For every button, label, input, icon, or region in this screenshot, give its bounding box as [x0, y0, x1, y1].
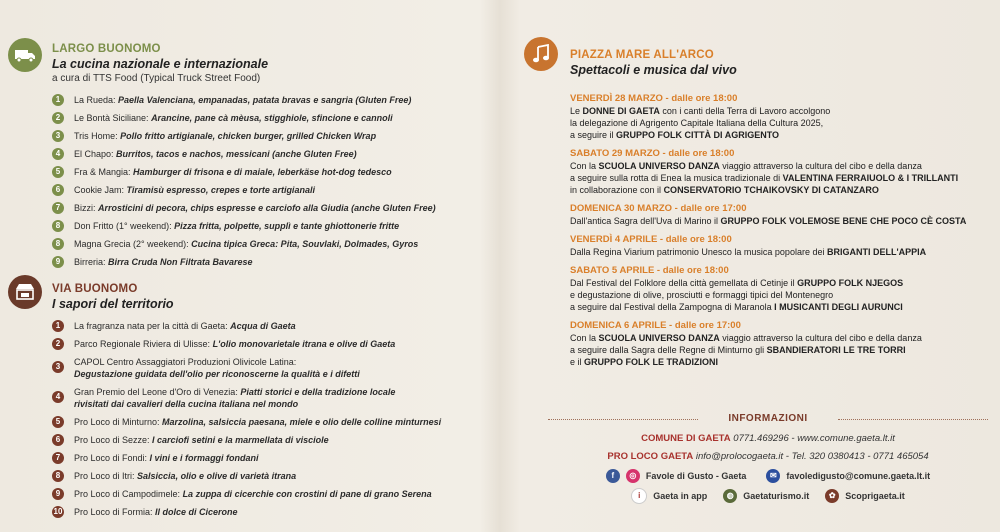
item-desc: Piatti storici e della tradizione locale	[240, 387, 396, 397]
list-item	[52, 353, 441, 383]
event-text: Con la	[570, 161, 599, 171]
event-text: a seguire dalla Sagra delle Regne di Minturno gli	[570, 345, 767, 355]
list-item	[52, 181, 436, 199]
item-name: Gran Premio del Leone d'Oro di Venezia:	[74, 387, 241, 397]
list-item	[52, 413, 441, 431]
list-item	[52, 335, 441, 353]
item-name: Tris Home:	[74, 131, 121, 141]
mail-icon: ✉	[766, 469, 780, 483]
event-line	[570, 172, 990, 184]
event-block	[570, 234, 990, 258]
event-block	[570, 93, 990, 141]
item-name: CAPOL Centro Assaggiatori Produzioni Olivicole Latina:	[74, 357, 297, 367]
item-name: Don Fritto (1° weekend):	[74, 221, 175, 231]
event-bold: DONNE DI GAETA	[582, 106, 660, 116]
item-desc: Burritos, tacos e nachos, messicani (anche Gluten Free)	[116, 149, 357, 159]
item-name: Birreria:	[74, 257, 109, 267]
event-line	[570, 332, 990, 344]
list-item	[52, 127, 436, 145]
item-number: 8	[52, 470, 64, 482]
event-line	[570, 246, 990, 258]
item-desc: Marzolina, salsiccia paesana, miele e olio delle colline minturnesi	[162, 417, 442, 427]
globe-icon: ◍	[723, 489, 737, 503]
list-item	[52, 503, 441, 521]
scopri-link[interactable]: Scoprigaeta.it	[845, 491, 905, 501]
item-name: Le Bontà Siciliane:	[74, 113, 152, 123]
list-item	[52, 485, 441, 503]
piazza-subtitle: Spettacoli e musica dal vivo	[570, 63, 737, 77]
item-desc: Hamburger di frisona e di maiale, leberkäse hot-dog tedesco	[133, 167, 392, 177]
item-name: Pro Loco di Formia:	[74, 507, 156, 517]
item-desc: Salsiccia, olio e olive di varietà itrana	[137, 471, 297, 481]
item-name: El Chapo:	[74, 149, 117, 159]
mail-address[interactable]: favoledigusto@comune.gaeta.lt.it	[786, 471, 931, 481]
event-text: a seguire il	[570, 130, 617, 140]
item-number: 8	[52, 220, 64, 232]
item-desc: I vini e i formaggi fondani	[149, 453, 259, 463]
item-desc: I carciofi setini e la marmellata di visciole	[152, 435, 329, 445]
item-desc: Acqua di Gaeta	[230, 321, 296, 331]
facebook-icon[interactable]: f	[606, 469, 620, 483]
instagram-icon[interactable]: ◎	[626, 469, 640, 483]
social-row-1	[548, 466, 988, 486]
event-bold: VALENTINA FERRAIUOLO & I TRILLANTI	[782, 173, 959, 183]
list-item	[52, 91, 436, 109]
event-bold: SBANDIERATORI LE TRE TORRI	[766, 345, 906, 355]
proloco-contact[interactable]: info@prolocogaeta.it - Tel. 320 0380413 - 0771 465054	[693, 451, 929, 462]
list-item	[52, 109, 436, 127]
app-icon: i	[631, 488, 647, 504]
app-link[interactable]: Gaeta in app	[653, 491, 708, 501]
event-date: SABATO 5 APRILE - dalle ore 18:00	[570, 265, 729, 276]
proloco-label: PRO LOCO GAETA	[607, 451, 694, 462]
logo-icon: ✿	[825, 489, 839, 503]
item-desc: La zuppa di cicerchie con crostini di pane di grano Serena	[182, 489, 432, 499]
item-name: Bizzi:	[74, 203, 99, 213]
item-name: La Rueda:	[74, 95, 119, 105]
event-date: VENERDÌ 4 APRILE - dalle ore 18:00	[570, 234, 732, 245]
via-title: VIA BUONOMO	[52, 283, 138, 295]
event-bold: I MUSICANTI DEGLI AURUNCI	[774, 302, 903, 312]
item-name: Fra & Mangia:	[74, 167, 134, 177]
event-bold: SCUOLA UNIVERSO DANZA	[598, 161, 720, 171]
item-number: 3	[52, 361, 64, 373]
list-item	[52, 431, 441, 449]
item-number: 5	[52, 166, 64, 178]
event-date: DOMENICA 6 APRILE - dalle ore 17:00	[570, 320, 741, 331]
event-line	[570, 117, 990, 129]
list-item	[52, 449, 441, 467]
item-number: 9	[52, 488, 64, 500]
event-bold: GRUPPO FOLK LE TRADIZIONI	[584, 357, 719, 367]
info-title	[548, 413, 988, 424]
list-item	[52, 199, 436, 217]
item-desc: Pizza fritta, polpette, supplì e tante ghiottonerie fritte	[174, 221, 400, 231]
event-bold: BRIGANTI DELL'APPIA	[826, 247, 927, 257]
item-number: 4	[52, 391, 64, 403]
event-line	[570, 160, 990, 172]
item-number: 10	[53, 507, 63, 516]
social-row-2	[548, 486, 988, 506]
event-date: SABATO 29 MARZO - dalle ore 18:00	[570, 148, 735, 159]
event-line	[570, 277, 990, 289]
event-text: in collaborazione con il	[570, 185, 664, 195]
list-item	[52, 467, 441, 485]
item-number: 7	[52, 202, 64, 214]
events-list	[570, 93, 990, 375]
largo-note: a cura di TTS Food (Typical Truck Street Food)	[52, 73, 261, 84]
via-subtitle: I sapori del territorio	[52, 297, 174, 311]
item-desc: Il dolce di Cicerone	[155, 507, 238, 517]
largo-title: LARGO BUONOMO	[52, 43, 161, 55]
item-name: Cookie Jam:	[74, 185, 127, 195]
item-desc: Paella Valenciana, empanadas, patata bravas e sangria (Gluten Free)	[118, 95, 412, 105]
event-line	[570, 289, 990, 301]
item-name: Pro Loco di Campodimele:	[74, 489, 183, 499]
item-name: Magna Grecia (2° weekend):	[74, 239, 192, 249]
event-line	[570, 301, 990, 313]
event-text: e degustazione di olive, prosciutti e formaggi tipici del Montenegro	[570, 290, 834, 300]
event-bold: GRUPPO FOLK VOLEMOSE BENE CHE POCO CÈ COSTA	[720, 216, 967, 226]
item-desc-2: rivisitati dai cavalieri della cucina italiana nel mondo	[74, 399, 299, 409]
item-desc: Arrosticini di pecora, chips espresse e carciofo alla Giudia (anche Gluten Free)	[98, 203, 436, 213]
event-block	[570, 148, 990, 196]
list-item	[52, 145, 436, 163]
item-name: Pro Loco di Itri:	[74, 471, 138, 481]
item-number: 7	[52, 452, 64, 464]
largo-list	[52, 91, 436, 271]
event-text: viaggio attraverso la cultura del cibo e della danza	[719, 333, 922, 343]
event-line	[570, 129, 990, 141]
comune-label: COMUNE DI GAETA	[641, 433, 731, 444]
music-note-icon	[524, 37, 558, 71]
largo-subtitle: La cucina nazionale e internazionale	[52, 57, 269, 71]
item-number: 9	[52, 256, 64, 268]
event-block	[570, 320, 990, 368]
list-item	[52, 317, 441, 335]
event-line	[570, 105, 990, 117]
event-text: Dall'antica Sagra dell'Uva di Marino il	[570, 216, 721, 226]
event-block	[570, 265, 990, 313]
item-desc: Degustazione guidata dell'olio per riconoscerne la qualità e i difetti	[74, 369, 360, 379]
item-desc: Birra Cruda Non Filtrata Bavarese	[108, 257, 253, 267]
event-bold: SCUOLA UNIVERSO DANZA	[598, 333, 720, 343]
event-text: Dal Festival del Folklore della città gemellata di Cetinje il	[570, 278, 798, 288]
info-title-text: INFORMAZIONI	[728, 413, 808, 424]
item-number: 5	[52, 416, 64, 428]
market-stall-icon	[8, 275, 42, 309]
comune-contact[interactable]: 0771.469296 - www.comune.gaeta.lt.it	[730, 433, 895, 444]
food-truck-icon	[8, 38, 42, 72]
item-number: 6	[52, 434, 64, 446]
event-block	[570, 203, 990, 227]
list-item	[52, 217, 436, 235]
item-number: 4	[52, 148, 64, 160]
event-text: con i canti della Terra di Lavoro accolgono	[659, 106, 831, 116]
item-name: Pro Loco di Minturno:	[74, 417, 163, 427]
event-date: VENERDÌ 28 MARZO - dalle ore 18:00	[570, 93, 738, 104]
item-number: 1	[52, 320, 64, 332]
event-text: a seguire sulla rotta di Enea la musica tradizionale di	[570, 173, 783, 183]
event-date: DOMENICA 30 MARZO - dalle ore 17:00	[570, 203, 747, 214]
item-number: 2	[52, 112, 64, 124]
event-line	[570, 356, 990, 368]
piazza-title: PIAZZA MARE ALL'ARCO	[570, 49, 714, 61]
event-text: viaggio attraverso la cultura del cibo e della danza	[719, 161, 922, 171]
item-desc: Arancine, pane cà mèusa, stigghiole, sfincione e cannoli	[151, 113, 393, 123]
event-text: Con la	[570, 333, 599, 343]
item-number: 6	[52, 184, 64, 196]
item-name: Pro Loco di Sezze:	[74, 435, 153, 445]
event-text: Le	[570, 106, 583, 116]
event-text: e il	[570, 357, 585, 367]
event-text: la delegazione di Agrigento Capitale Italiana della Cultura 2025,	[570, 118, 824, 128]
item-number: 2	[52, 338, 64, 350]
item-name: Parco Regionale Riviera di Ulisse:	[74, 339, 213, 349]
item-number: 3	[52, 130, 64, 142]
event-line	[570, 344, 990, 356]
item-desc: Tiramisù espresso, crepes e torte artigianali	[126, 185, 315, 195]
item-number: 1	[52, 94, 64, 106]
item-name: La fragranza nata per la città di Gaeta:	[74, 321, 231, 331]
event-line	[570, 184, 990, 196]
item-desc: Pollo fritto artigianale, chicken burger, grilled Chicken Wrap	[120, 131, 377, 141]
event-bold: GRUPPO FOLK CITTÀ DI AGRIGENTO	[616, 130, 780, 140]
item-number: 8	[52, 238, 64, 250]
comune-line	[548, 430, 988, 448]
info-box	[548, 413, 988, 506]
list-item	[52, 235, 436, 253]
list-item	[52, 383, 441, 413]
via-list	[52, 317, 441, 521]
item-desc: Cucina tipica Greca: Pita, Souvlaki, Dolmades, Gyros	[191, 239, 419, 249]
list-item	[52, 253, 436, 271]
item-desc: L'olio monovarietale itrana e olive di Gaeta	[212, 339, 396, 349]
social-name[interactable]: Favole di Gusto - Gaeta	[645, 471, 747, 481]
list-item	[52, 163, 436, 181]
proloco-line	[548, 448, 988, 466]
event-line	[570, 215, 990, 227]
event-bold: GRUPPO FOLK NJEGOS	[797, 278, 904, 288]
event-bold: CONSERVATORIO TCHAIKOVSKY DI CATANZARO	[663, 185, 879, 195]
turismo-link[interactable]: Gaetaturismo.it	[743, 491, 810, 501]
event-text: a seguire dal Festival della Zampogna di Maranola	[570, 302, 775, 312]
event-text: Dalla Regina Viarium patrimonio Unesco la musica popolare dei	[570, 247, 827, 257]
item-name: Pro Loco di Fondi:	[74, 453, 150, 463]
